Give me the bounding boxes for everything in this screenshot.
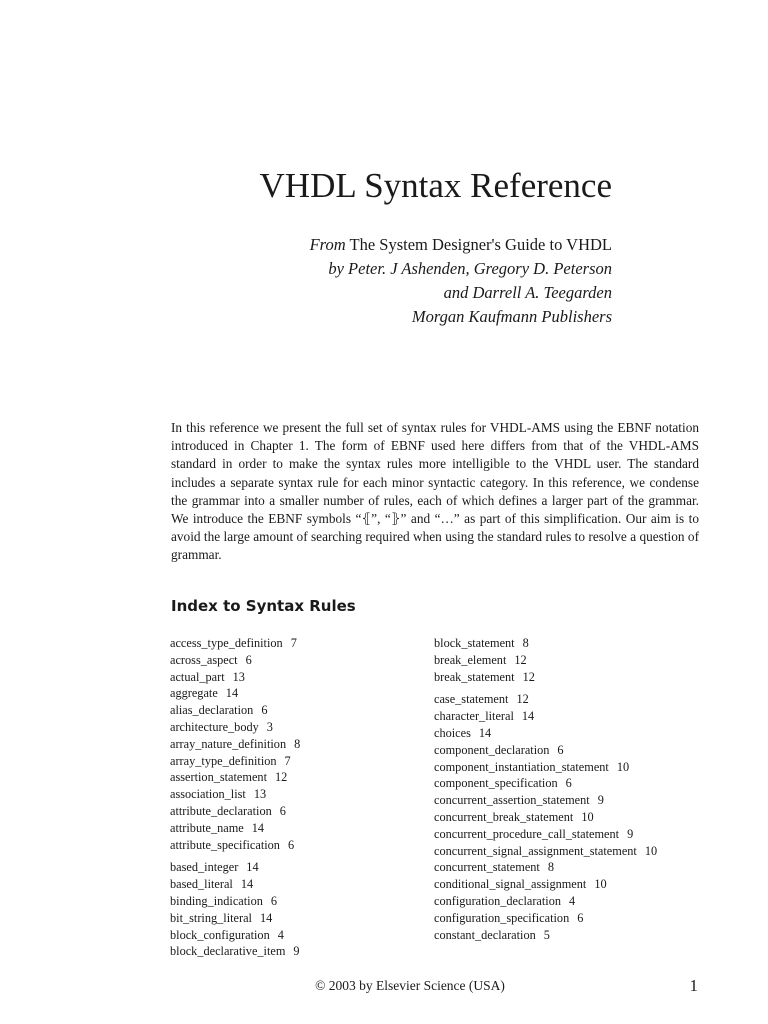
index-entry — [434, 775, 657, 792]
index-page-number: 9 — [627, 826, 634, 841]
document-title: VHDL Syntax Reference — [259, 166, 612, 205]
index-term: attribute_declaration — [170, 803, 272, 818]
index-entry — [170, 803, 300, 820]
index-entry — [170, 736, 300, 753]
index-column-right — [434, 635, 657, 943]
index-page-number: 14 — [259, 910, 273, 925]
index-page-number: 10 — [644, 843, 658, 858]
index-page-number: 6 — [261, 703, 268, 718]
source-line — [310, 233, 612, 257]
index-entry — [170, 820, 300, 837]
index-entry — [434, 809, 657, 826]
index-page-number: 7 — [284, 753, 291, 768]
index-entry — [434, 843, 657, 860]
index-page-number: 6 — [565, 776, 572, 791]
index-term: choices — [434, 725, 471, 740]
index-page-number: 9 — [293, 944, 300, 959]
index-term: concurrent_signal_assignment_statement — [434, 843, 637, 858]
index-page-number: 3 — [266, 719, 273, 734]
index-entry — [170, 927, 300, 944]
index-term: conditional_signal_assignment — [434, 877, 587, 892]
index-entry — [170, 753, 300, 770]
index-page-number: 4 — [569, 893, 576, 908]
index-page-number: 12 — [516, 692, 529, 707]
index-entry — [434, 635, 657, 652]
index-entry — [434, 910, 657, 927]
index-page-number: 14 — [521, 709, 535, 724]
index-page-number: 6 — [287, 837, 295, 852]
index-page-number: 6 — [245, 652, 252, 667]
index-entry — [170, 769, 300, 786]
index-entry — [170, 719, 300, 736]
index-entry — [170, 685, 300, 702]
copyright-footer: © 2003 by Elsevier Science (USA) — [315, 978, 505, 993]
index-page-number: 14 — [240, 877, 254, 892]
index-page-number: 14 — [225, 686, 239, 701]
index-page-number: 10 — [594, 877, 607, 892]
index-term: architecture_body — [170, 719, 259, 734]
index-page-number: 6 — [577, 910, 584, 925]
index-term: concurrent_assertion_statement — [434, 793, 590, 808]
index-entry — [170, 702, 300, 719]
index-page-number: 6 — [279, 803, 286, 818]
index-term: based_integer — [170, 860, 239, 875]
index-entry — [170, 893, 300, 910]
index-page-number: 8 — [294, 736, 301, 751]
index-term: association_list — [170, 787, 246, 802]
book-title: The System Designer's Guide to VHDL — [349, 235, 612, 254]
index-term: block_declarative_item — [170, 944, 286, 959]
index-term: based_literal — [170, 877, 233, 892]
index-page-number: 6 — [557, 742, 564, 757]
index-page-number: 6 — [270, 893, 278, 908]
index-term: configuration_declaration — [434, 893, 562, 908]
intro-paragraph: In this reference we present the full set of syntax rules for VHDL-AMS using the EBNF notation introduced in Chapter 1. The form of EBNF used here differs from that of the VHDL-AMS standard in order to make the syntax rules more intelligible to the VHDL user. The standard includes a separate syntax rule for each minor syntactic category. In this reference, we condense the grammar into a smaller number of rules, each of which defines a larger part of the grammar. We introduce the EBNF symbols “⦃”, “⦄” and “…” as part of this simplification. Our aim is to avoid the large amount of searching required when using the standard rules to resolve a question of grammar. — [171, 420, 699, 563]
index-entry — [170, 910, 300, 927]
authors-line-2: and Darrell A. Teegarden — [443, 283, 612, 302]
index-term: array_nature_definition — [170, 736, 287, 751]
index-entry — [170, 876, 300, 893]
index-page-number: 12 — [514, 652, 527, 667]
index-entry — [170, 859, 300, 876]
index-entry — [434, 691, 657, 708]
index-term: aggregate — [170, 686, 218, 701]
index-entry — [170, 786, 300, 803]
index-term: block_configuration — [170, 927, 270, 942]
index-page-number: 13 — [253, 787, 267, 802]
index-entry — [170, 943, 300, 960]
index-entry — [434, 859, 657, 876]
index-column-left — [170, 635, 300, 960]
index-entry — [434, 708, 657, 725]
index-term: bit_string_literal — [170, 910, 252, 925]
index-term: case_statement — [434, 692, 509, 707]
index-term: array_type_definition — [170, 753, 277, 768]
index-term: component_declaration — [434, 742, 550, 757]
index-term: constant_declaration — [434, 927, 536, 942]
index-term: concurrent_break_statement — [434, 809, 574, 824]
index-term: binding_indication — [170, 893, 263, 908]
index-term: attribute_name — [170, 820, 244, 835]
index-page-number: 14 — [251, 820, 265, 835]
index-page-number: 14 — [478, 725, 492, 740]
index-term: break_statement — [434, 669, 515, 684]
byline — [310, 233, 612, 329]
index-entry — [434, 893, 657, 910]
index-page-number: 7 — [290, 636, 297, 650]
index-entry — [434, 725, 657, 742]
index-term: block_statement — [434, 636, 515, 650]
index-heading: Index to Syntax Rules — [171, 597, 356, 615]
index-entry — [170, 652, 300, 669]
index-page-number: 9 — [597, 793, 604, 808]
index-entry — [170, 635, 300, 652]
index-entry — [434, 742, 657, 759]
index-term: configuration_specification — [434, 910, 570, 925]
index-page-number: 13 — [232, 669, 245, 684]
index-term: component_instantiation_statement — [434, 759, 609, 774]
index-entry — [434, 927, 657, 944]
index-page-number: 10 — [616, 759, 630, 774]
index-term: access_type_definition — [170, 636, 283, 650]
index-term: actual_part — [170, 669, 225, 684]
index-entry — [434, 759, 657, 776]
authors-line-1: by Peter. J Ashenden, Gregory D. Peterson — [328, 259, 612, 278]
index-term: concurrent_procedure_call_statement — [434, 826, 620, 841]
index-page-number: 4 — [277, 927, 284, 942]
index-page-number: 8 — [522, 636, 529, 650]
index-entry — [434, 826, 657, 843]
index-term: character_literal — [434, 709, 514, 724]
index-term: across_aspect — [170, 652, 238, 667]
index-term: attribute_specification — [170, 837, 280, 852]
index-entry — [434, 876, 657, 893]
from-label: From — [309, 235, 346, 254]
index-entry — [170, 669, 300, 686]
index-page-number: 10 — [581, 809, 594, 824]
index-term: assertion_statement — [170, 770, 267, 785]
page-number: 1 — [689, 976, 698, 995]
index-term: component_specification — [434, 776, 558, 791]
index-term: concurrent_statement — [434, 860, 540, 875]
index-term: break_element — [434, 652, 507, 667]
index-entry — [170, 837, 300, 854]
index-page-number: 14 — [246, 860, 259, 875]
index-entry — [434, 792, 657, 809]
index-term: alias_declaration — [170, 703, 254, 718]
index-page-number: 8 — [547, 860, 555, 875]
index-page-number: 12 — [522, 669, 535, 684]
index-entry — [434, 669, 657, 686]
index-page-number: 5 — [543, 927, 550, 942]
index-entry — [434, 652, 657, 669]
index-page-number: 12 — [274, 770, 288, 785]
publisher: Morgan Kaufmann Publishers — [411, 307, 612, 326]
